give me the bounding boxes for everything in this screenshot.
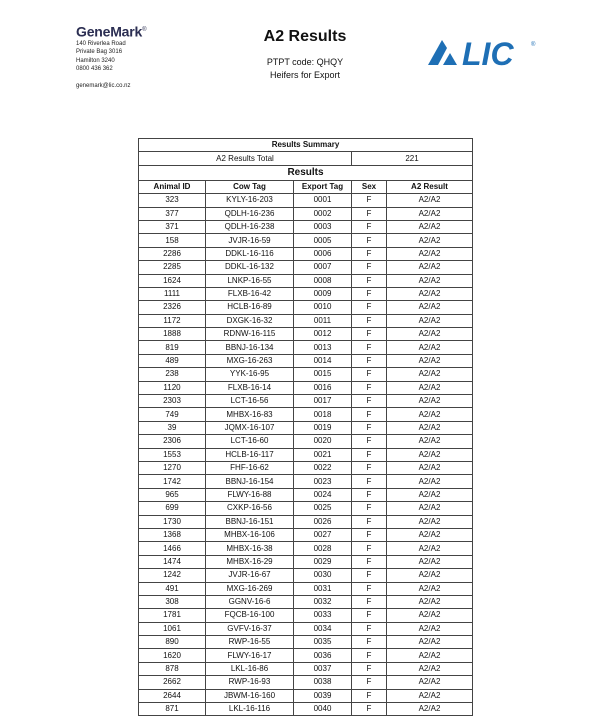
cell-a2-result: A2/A2 bbox=[387, 689, 473, 702]
cell-a2-result: A2/A2 bbox=[387, 220, 473, 233]
cell-cow-tag: QDLH-16-238 bbox=[206, 220, 294, 233]
cell-animal-id: 1466 bbox=[139, 542, 206, 555]
results-report bbox=[138, 138, 472, 716]
cell-animal-id: 749 bbox=[139, 408, 206, 421]
cell-sex: F bbox=[352, 475, 387, 488]
cell-a2-result: A2/A2 bbox=[387, 287, 473, 300]
cell-export-tag: 0016 bbox=[294, 381, 352, 394]
lic-logo-mark: ® bbox=[531, 42, 536, 48]
table-row bbox=[139, 542, 473, 555]
cell-a2-result: A2/A2 bbox=[387, 395, 473, 408]
report-subtitle: Heifers for Export bbox=[269, 70, 341, 80]
cell-export-tag: 0019 bbox=[294, 421, 352, 434]
table-row bbox=[139, 595, 473, 608]
cell-cow-tag: GGNV-16-6 bbox=[206, 595, 294, 608]
cell-animal-id: 2286 bbox=[139, 247, 206, 260]
cell-cow-tag: MHBX-16-38 bbox=[206, 542, 294, 555]
table-row bbox=[139, 408, 473, 421]
column-header-a2-result: A2 Result bbox=[387, 180, 473, 193]
cell-cow-tag: JVJR-16-67 bbox=[206, 569, 294, 582]
cell-animal-id: 1781 bbox=[139, 609, 206, 622]
cell-export-tag: 0025 bbox=[294, 502, 352, 515]
genemark-logo-text: GeneMark bbox=[76, 23, 143, 40]
cell-cow-tag: GVFV-16-37 bbox=[206, 622, 294, 635]
cell-a2-result: A2/A2 bbox=[387, 528, 473, 541]
cell-a2-result: A2/A2 bbox=[387, 448, 473, 461]
genemark-address-line: Hamilton 3240 bbox=[76, 57, 115, 64]
cell-animal-id: 1368 bbox=[139, 528, 206, 541]
cell-a2-result: A2/A2 bbox=[387, 421, 473, 434]
cell-cow-tag: HCLB-16-89 bbox=[206, 301, 294, 314]
cell-export-tag: 0040 bbox=[294, 703, 352, 716]
cell-export-tag: 0032 bbox=[294, 595, 352, 608]
lic-logo bbox=[426, 35, 538, 69]
table-row bbox=[139, 194, 473, 207]
cell-sex: F bbox=[352, 649, 387, 662]
cell-sex: F bbox=[352, 368, 387, 381]
cell-export-tag: 0017 bbox=[294, 395, 352, 408]
column-header-export-tag: Export Tag bbox=[294, 180, 352, 193]
cell-cow-tag: DXGK-16-32 bbox=[206, 314, 294, 327]
cell-a2-result: A2/A2 bbox=[387, 676, 473, 689]
report-header bbox=[230, 27, 380, 82]
cell-cow-tag: YYK-16-95 bbox=[206, 368, 294, 381]
cell-export-tag: 0022 bbox=[294, 461, 352, 474]
cell-animal-id: 1111 bbox=[139, 287, 206, 300]
cell-sex: F bbox=[352, 569, 387, 582]
cell-export-tag: 0023 bbox=[294, 475, 352, 488]
genemark-logo-mark: ® bbox=[142, 27, 147, 33]
cell-a2-result: A2/A2 bbox=[387, 274, 473, 287]
cell-cow-tag: QDLH-16-236 bbox=[206, 207, 294, 220]
results-title: Results bbox=[139, 165, 473, 180]
cell-a2-result: A2/A2 bbox=[387, 328, 473, 341]
summary-total-value: 221 bbox=[352, 152, 473, 165]
genemark-email: genemark@lic.co.nz bbox=[76, 83, 131, 90]
cell-cow-tag: LCT-16-60 bbox=[206, 435, 294, 448]
cell-sex: F bbox=[352, 354, 387, 367]
cell-animal-id: 1474 bbox=[139, 555, 206, 568]
cell-animal-id: 371 bbox=[139, 220, 206, 233]
table-row bbox=[139, 421, 473, 434]
genemark-address-line: 0800 436 362 bbox=[76, 66, 113, 73]
cell-sex: F bbox=[352, 435, 387, 448]
cell-export-tag: 0014 bbox=[294, 354, 352, 367]
cell-a2-result: A2/A2 bbox=[387, 515, 473, 528]
table-row bbox=[139, 475, 473, 488]
table-row bbox=[139, 207, 473, 220]
cell-a2-result: A2/A2 bbox=[387, 488, 473, 501]
cell-cow-tag: MXG-16-263 bbox=[206, 354, 294, 367]
cell-cow-tag: MXG-16-269 bbox=[206, 582, 294, 595]
cell-sex: F bbox=[352, 461, 387, 474]
cell-sex: F bbox=[352, 220, 387, 233]
cell-sex: F bbox=[352, 341, 387, 354]
summary-total-row bbox=[139, 152, 473, 165]
table-row bbox=[139, 528, 473, 541]
table-row bbox=[139, 662, 473, 675]
table-row bbox=[139, 636, 473, 649]
cell-sex: F bbox=[352, 247, 387, 260]
genemark-address-line: Private Bag 3016 bbox=[76, 49, 123, 56]
table-row bbox=[139, 368, 473, 381]
cell-sex: F bbox=[352, 636, 387, 649]
cell-export-tag: 0030 bbox=[294, 569, 352, 582]
table-row bbox=[139, 582, 473, 595]
table-row bbox=[139, 448, 473, 461]
cell-cow-tag: MHBX-16-106 bbox=[206, 528, 294, 541]
cell-animal-id: 1742 bbox=[139, 475, 206, 488]
table-row bbox=[139, 395, 473, 408]
cell-animal-id: 377 bbox=[139, 207, 206, 220]
cell-sex: F bbox=[352, 662, 387, 675]
cell-sex: F bbox=[352, 515, 387, 528]
cell-export-tag: 0027 bbox=[294, 528, 352, 541]
cell-a2-result: A2/A2 bbox=[387, 582, 473, 595]
cell-export-tag: 0029 bbox=[294, 555, 352, 568]
table-row bbox=[139, 220, 473, 233]
cell-cow-tag: LNKP-16-55 bbox=[206, 274, 294, 287]
cell-animal-id: 1730 bbox=[139, 515, 206, 528]
cell-a2-result: A2/A2 bbox=[387, 609, 473, 622]
cell-sex: F bbox=[352, 234, 387, 247]
table-row bbox=[139, 689, 473, 702]
cell-cow-tag: BBNJ-16-154 bbox=[206, 475, 294, 488]
cell-export-tag: 0003 bbox=[294, 220, 352, 233]
cell-cow-tag: MHBX-16-29 bbox=[206, 555, 294, 568]
table-row bbox=[139, 461, 473, 474]
table-row bbox=[139, 287, 473, 300]
cell-animal-id: 1270 bbox=[139, 461, 206, 474]
cell-a2-result: A2/A2 bbox=[387, 662, 473, 675]
cell-a2-result: A2/A2 bbox=[387, 194, 473, 207]
cell-export-tag: 0037 bbox=[294, 662, 352, 675]
summary-title-row bbox=[139, 139, 473, 152]
cell-export-tag: 0009 bbox=[294, 287, 352, 300]
cell-animal-id: 819 bbox=[139, 341, 206, 354]
column-header-cow-tag: Cow Tag bbox=[206, 180, 294, 193]
cell-cow-tag: HCLB-16-117 bbox=[206, 448, 294, 461]
cell-export-tag: 0006 bbox=[294, 247, 352, 260]
cell-sex: F bbox=[352, 703, 387, 716]
genemark-logo bbox=[76, 22, 196, 40]
cell-export-tag: 0039 bbox=[294, 689, 352, 702]
cell-export-tag: 0035 bbox=[294, 636, 352, 649]
cell-animal-id: 699 bbox=[139, 502, 206, 515]
cell-sex: F bbox=[352, 261, 387, 274]
cell-sex: F bbox=[352, 408, 387, 421]
cell-a2-result: A2/A2 bbox=[387, 435, 473, 448]
table-row bbox=[139, 341, 473, 354]
table-row bbox=[139, 435, 473, 448]
cell-export-tag: 0002 bbox=[294, 207, 352, 220]
cell-sex: F bbox=[352, 448, 387, 461]
cell-animal-id: 1553 bbox=[139, 448, 206, 461]
cell-export-tag: 0018 bbox=[294, 408, 352, 421]
table-row bbox=[139, 328, 473, 341]
cell-animal-id: 2306 bbox=[139, 435, 206, 448]
cell-a2-result: A2/A2 bbox=[387, 408, 473, 421]
genemark-address bbox=[76, 40, 196, 74]
cell-cow-tag: DDKL-16-116 bbox=[206, 247, 294, 260]
cell-sex: F bbox=[352, 274, 387, 287]
cell-sex: F bbox=[352, 207, 387, 220]
cell-cow-tag: DDKL-16-132 bbox=[206, 261, 294, 274]
table-row bbox=[139, 314, 473, 327]
lic-logo-text: LIC bbox=[462, 36, 514, 69]
cell-export-tag: 0024 bbox=[294, 488, 352, 501]
table-row bbox=[139, 234, 473, 247]
cell-cow-tag: BBNJ-16-134 bbox=[206, 341, 294, 354]
cell-export-tag: 0007 bbox=[294, 261, 352, 274]
cell-animal-id: 2644 bbox=[139, 689, 206, 702]
cell-animal-id: 238 bbox=[139, 368, 206, 381]
cell-export-tag: 0034 bbox=[294, 622, 352, 635]
cell-a2-result: A2/A2 bbox=[387, 569, 473, 582]
cell-animal-id: 2285 bbox=[139, 261, 206, 274]
cell-a2-result: A2/A2 bbox=[387, 234, 473, 247]
cell-cow-tag: LKL-16-116 bbox=[206, 703, 294, 716]
cell-export-tag: 0013 bbox=[294, 341, 352, 354]
cell-animal-id: 308 bbox=[139, 595, 206, 608]
genemark-address-line: 140 Riverlea Road bbox=[76, 40, 126, 47]
cell-animal-id: 1172 bbox=[139, 314, 206, 327]
results-table bbox=[138, 138, 473, 716]
cell-sex: F bbox=[352, 328, 387, 341]
cell-animal-id: 158 bbox=[139, 234, 206, 247]
cell-a2-result: A2/A2 bbox=[387, 354, 473, 367]
cell-animal-id: 2303 bbox=[139, 395, 206, 408]
cell-sex: F bbox=[352, 528, 387, 541]
cell-animal-id: 878 bbox=[139, 662, 206, 675]
table-row bbox=[139, 555, 473, 568]
cell-cow-tag: CXKP-16-56 bbox=[206, 502, 294, 515]
column-header-sex: Sex bbox=[352, 180, 387, 193]
column-header-row bbox=[139, 180, 473, 193]
cell-animal-id: 1061 bbox=[139, 622, 206, 635]
cell-cow-tag: FLXB-16-42 bbox=[206, 287, 294, 300]
results-title-row bbox=[139, 165, 473, 180]
cell-a2-result: A2/A2 bbox=[387, 461, 473, 474]
cell-a2-result: A2/A2 bbox=[387, 622, 473, 635]
cell-cow-tag: RWP-16-93 bbox=[206, 676, 294, 689]
cell-cow-tag: LCT-16-56 bbox=[206, 395, 294, 408]
cell-sex: F bbox=[352, 194, 387, 207]
lic-swirl-icon bbox=[428, 40, 457, 65]
cell-export-tag: 0028 bbox=[294, 542, 352, 555]
cell-export-tag: 0031 bbox=[294, 582, 352, 595]
cell-a2-result: A2/A2 bbox=[387, 555, 473, 568]
cell-export-tag: 0038 bbox=[294, 676, 352, 689]
cell-export-tag: 0020 bbox=[294, 435, 352, 448]
cell-cow-tag: MHBX-16-83 bbox=[206, 408, 294, 421]
cell-animal-id: 1242 bbox=[139, 569, 206, 582]
cell-sex: F bbox=[352, 609, 387, 622]
table-row bbox=[139, 247, 473, 260]
summary-total-label: A2 Results Total bbox=[139, 152, 352, 165]
cell-cow-tag: JBWM-16-160 bbox=[206, 689, 294, 702]
table-row bbox=[139, 703, 473, 716]
table-row bbox=[139, 569, 473, 582]
cell-cow-tag: JQMX-16-107 bbox=[206, 421, 294, 434]
column-header-animal-id: Animal ID bbox=[139, 180, 206, 193]
cell-export-tag: 0011 bbox=[294, 314, 352, 327]
cell-export-tag: 0005 bbox=[294, 234, 352, 247]
cell-a2-result: A2/A2 bbox=[387, 542, 473, 555]
cell-animal-id: 890 bbox=[139, 636, 206, 649]
page-title: A2 Results bbox=[263, 28, 347, 45]
cell-animal-id: 871 bbox=[139, 703, 206, 716]
cell-export-tag: 0033 bbox=[294, 609, 352, 622]
table-row bbox=[139, 676, 473, 689]
cell-animal-id: 39 bbox=[139, 421, 206, 434]
table-row bbox=[139, 609, 473, 622]
cell-sex: F bbox=[352, 555, 387, 568]
cell-a2-result: A2/A2 bbox=[387, 247, 473, 260]
table-row bbox=[139, 649, 473, 662]
cell-a2-result: A2/A2 bbox=[387, 314, 473, 327]
cell-cow-tag: KYLY-16-203 bbox=[206, 194, 294, 207]
cell-animal-id: 2326 bbox=[139, 301, 206, 314]
cell-cow-tag: LKL-16-86 bbox=[206, 662, 294, 675]
cell-a2-result: A2/A2 bbox=[387, 368, 473, 381]
table-row bbox=[139, 622, 473, 635]
cell-animal-id: 965 bbox=[139, 488, 206, 501]
cell-animal-id: 491 bbox=[139, 582, 206, 595]
cell-export-tag: 0021 bbox=[294, 448, 352, 461]
cell-cow-tag: FHF-16-62 bbox=[206, 461, 294, 474]
cell-a2-result: A2/A2 bbox=[387, 595, 473, 608]
cell-a2-result: A2/A2 bbox=[387, 341, 473, 354]
cell-sex: F bbox=[352, 287, 387, 300]
genemark-header bbox=[76, 22, 196, 91]
cell-a2-result: A2/A2 bbox=[387, 301, 473, 314]
cell-sex: F bbox=[352, 595, 387, 608]
cell-cow-tag: RWP-16-55 bbox=[206, 636, 294, 649]
cell-export-tag: 0008 bbox=[294, 274, 352, 287]
cell-cow-tag: FLWY-16-88 bbox=[206, 488, 294, 501]
cell-sex: F bbox=[352, 502, 387, 515]
cell-animal-id: 489 bbox=[139, 354, 206, 367]
cell-export-tag: 0010 bbox=[294, 301, 352, 314]
cell-sex: F bbox=[352, 395, 387, 408]
cell-animal-id: 1624 bbox=[139, 274, 206, 287]
cell-a2-result: A2/A2 bbox=[387, 649, 473, 662]
cell-a2-result: A2/A2 bbox=[387, 636, 473, 649]
table-row bbox=[139, 502, 473, 515]
cell-animal-id: 1620 bbox=[139, 649, 206, 662]
table-row bbox=[139, 261, 473, 274]
cell-export-tag: 0026 bbox=[294, 515, 352, 528]
ptpt-code: PTPT code: QHQY bbox=[266, 57, 344, 67]
cell-animal-id: 1888 bbox=[139, 328, 206, 341]
cell-export-tag: 0036 bbox=[294, 649, 352, 662]
cell-cow-tag: FLWY-16-17 bbox=[206, 649, 294, 662]
cell-sex: F bbox=[352, 301, 387, 314]
cell-sex: F bbox=[352, 314, 387, 327]
cell-animal-id: 1120 bbox=[139, 381, 206, 394]
cell-export-tag: 0001 bbox=[294, 194, 352, 207]
table-row bbox=[139, 515, 473, 528]
table-row bbox=[139, 488, 473, 501]
cell-cow-tag: RDNW-16-115 bbox=[206, 328, 294, 341]
cell-cow-tag: FQCB-16-100 bbox=[206, 609, 294, 622]
summary-title: Results Summary bbox=[139, 139, 473, 152]
results-body bbox=[139, 194, 473, 716]
cell-sex: F bbox=[352, 381, 387, 394]
cell-animal-id: 2662 bbox=[139, 676, 206, 689]
cell-export-tag: 0012 bbox=[294, 328, 352, 341]
cell-animal-id: 323 bbox=[139, 194, 206, 207]
cell-a2-result: A2/A2 bbox=[387, 207, 473, 220]
table-row bbox=[139, 301, 473, 314]
cell-sex: F bbox=[352, 488, 387, 501]
cell-sex: F bbox=[352, 689, 387, 702]
cell-cow-tag: FLXB-16-14 bbox=[206, 381, 294, 394]
cell-sex: F bbox=[352, 676, 387, 689]
cell-cow-tag: BBNJ-16-151 bbox=[206, 515, 294, 528]
cell-a2-result: A2/A2 bbox=[387, 261, 473, 274]
cell-sex: F bbox=[352, 542, 387, 555]
cell-sex: F bbox=[352, 622, 387, 635]
cell-a2-result: A2/A2 bbox=[387, 381, 473, 394]
cell-export-tag: 0015 bbox=[294, 368, 352, 381]
cell-cow-tag: JVJR-16-59 bbox=[206, 234, 294, 247]
cell-sex: F bbox=[352, 421, 387, 434]
table-row bbox=[139, 274, 473, 287]
table-row bbox=[139, 381, 473, 394]
cell-a2-result: A2/A2 bbox=[387, 703, 473, 716]
cell-a2-result: A2/A2 bbox=[387, 475, 473, 488]
table-row bbox=[139, 354, 473, 367]
cell-sex: F bbox=[352, 582, 387, 595]
cell-a2-result: A2/A2 bbox=[387, 502, 473, 515]
